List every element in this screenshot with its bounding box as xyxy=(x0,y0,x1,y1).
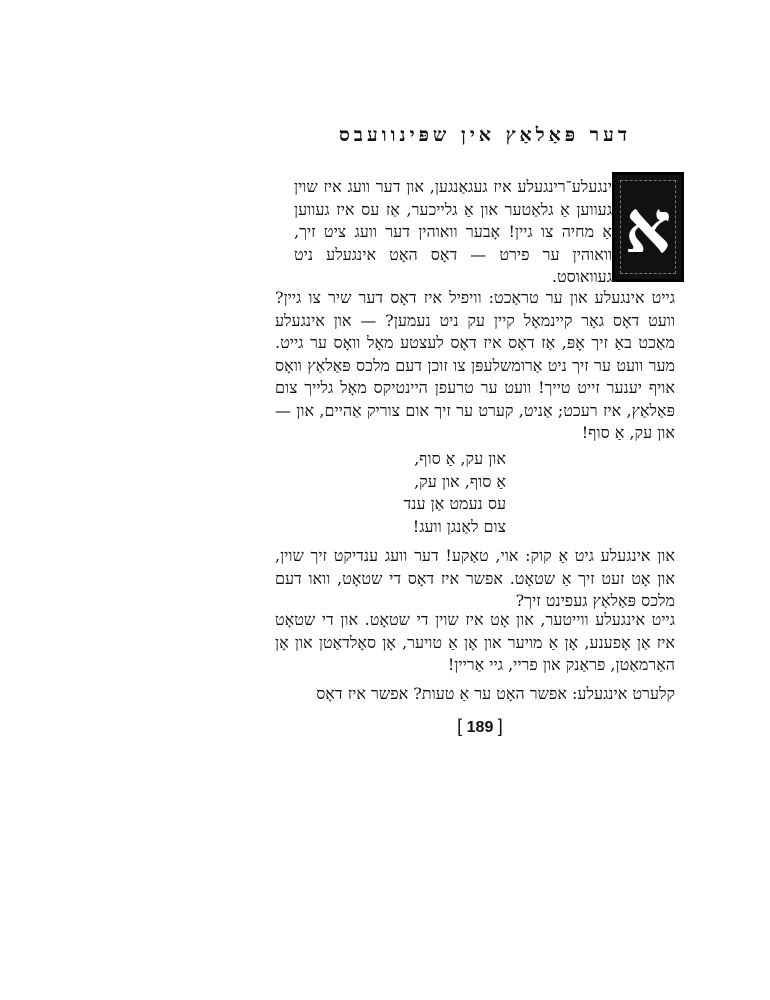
verse-line: צום לאַנגן וועג! xyxy=(412,516,506,536)
paragraph-opening: ינגעלע־רינגעלע איז געגאַנגען, און דער וועג איז שוין געווען אַ גלאַטער און אַ גלייכער, אַז עס איז געווען אַ מחיה צו גיין! אָבער וואוהין דער וועג ציט זיך, וואוהין ער פירט — דאָס האָט אינגעלע ניט געוואוסט. xyxy=(294,177,612,286)
initial-letter: א xyxy=(624,184,672,269)
page-number-value: 189 xyxy=(466,719,494,736)
verse-line: אַ סוף, און עק, xyxy=(414,471,506,491)
paragraph-mistake: קלערט אינגעלע: אפשר האָט ער אַ טעות? אפשר איז דאָס xyxy=(316,684,675,703)
verse xyxy=(404,448,506,538)
paragraph-thinking: גייט אינגעלע און ער טראַכט: וויפיל איז דאָס דער שיר צו גיין? וועט דאָס גאָר קיינמאָל קיין עק ניט נעמען? — און אינגעלע מאַכט באַ זיך אָפּ, אַז דאָס איז דאָס לעצטע מאָל וואָס ער גייט. מער וועט ער זיך ניט אַרומשלעפּן צו זוכן דעם מלכס פּאַלאַץ וואָס אויף יענער זייט טייך! וועט ער טרעפן היינטיקס מאָל גלייך צום פּאַלאַץ, איז רעכט; אַניט, קערט ער זיך אום צוריק אַהיים, און — און עק, אַ סוף! xyxy=(275,288,675,442)
verse-line: עס נעמט אַן ענד xyxy=(403,494,506,513)
paragraph-look: און אינגעלע גיט אַ קוק: אוי, טאַקע! דער וועג ענדיקט זיך שוין, און אָט זעט זיך אַ שטאָט. אפשר איז דאָס די שטאָט, וואו דעם מלכס פּאַלאַץ געפינט זיך? xyxy=(275,546,675,610)
chapter-title: דער פּאַלאַץ אין שפּינוועבס xyxy=(338,124,631,146)
paragraph-city: גייט אינגעלע ווייטער, און אָט איז שוין די שטאָט. און די שטאָט איז אַן אָפענע, אָן אַ מויער און אָן אַ טויער, אָן סאָלדאַטן און אָן האַרמאַטן, פראַנק און פריי, גיי אַריין! xyxy=(275,610,675,674)
bracket-open: [ xyxy=(457,716,463,736)
decorative-initial xyxy=(612,172,684,282)
verse-line: און עק, אַ סוף, xyxy=(414,449,506,468)
page-number xyxy=(430,716,530,737)
bracket-close: ] xyxy=(497,716,503,736)
